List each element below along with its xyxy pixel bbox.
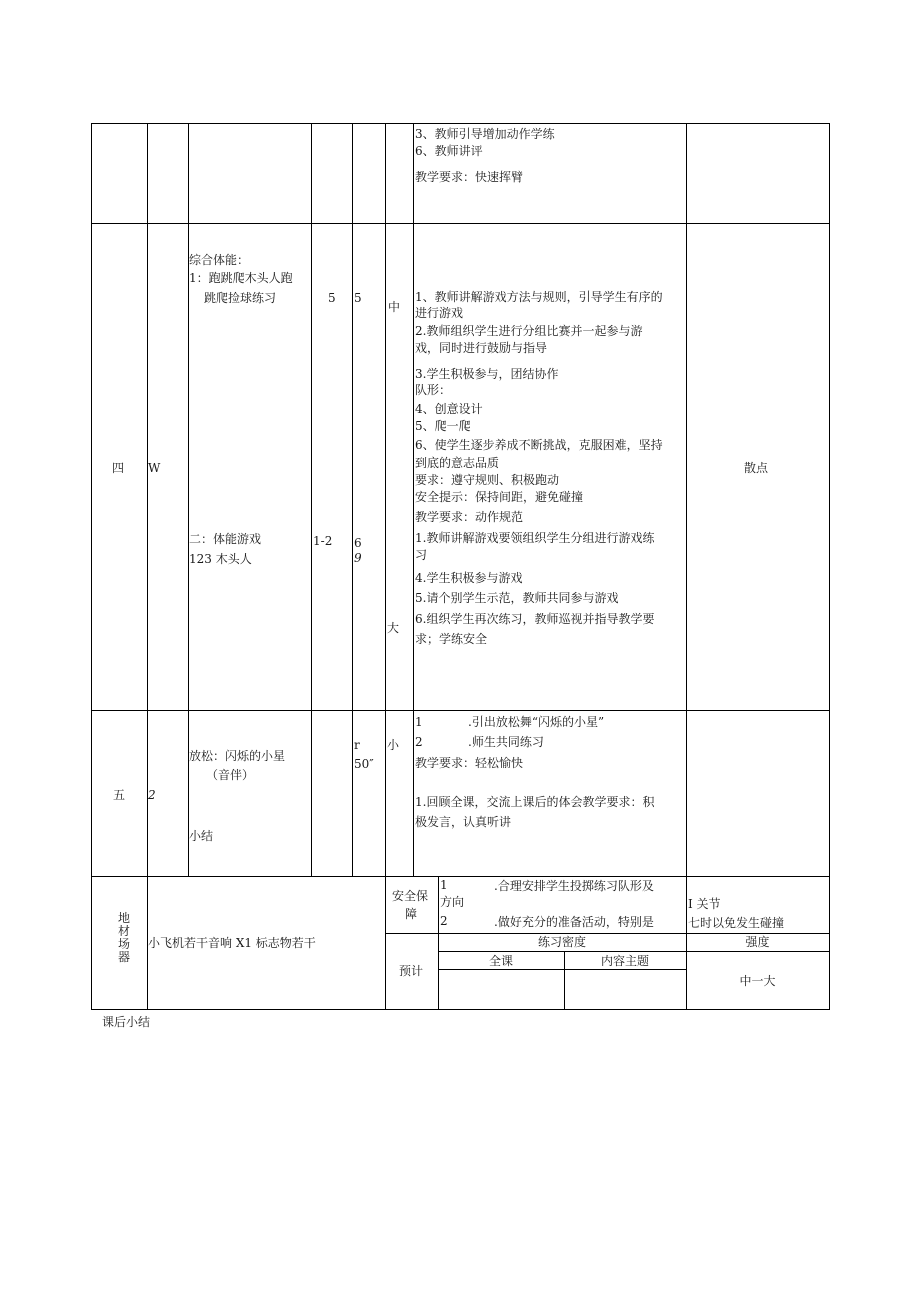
equipment-list: 小飞机若干音响 X1 标志物若干 bbox=[148, 936, 316, 950]
row4-method-line: 习 bbox=[415, 548, 428, 562]
row4-part2-title: 二：体能游戏 bbox=[189, 532, 262, 546]
topic-label: 内容主题 bbox=[600, 954, 649, 968]
venue-label-1: 地 bbox=[118, 911, 131, 925]
row5-content-c: 小结 bbox=[189, 829, 214, 843]
row4-method-line: 到底的意志品质 bbox=[415, 456, 500, 470]
safety-right-b: 七时以免发生碰撞 bbox=[688, 916, 785, 930]
row5-method-text: .引出放松舞“闪烁的小星” bbox=[468, 715, 605, 729]
whole-lesson-label: 全课 bbox=[488, 954, 513, 968]
row4-time: W bbox=[148, 461, 161, 475]
row4-part2-count: 1-2 bbox=[313, 534, 333, 548]
row5-req: 教学要求：轻松愉快 bbox=[415, 756, 524, 770]
row5-minutes-a: r bbox=[354, 738, 360, 752]
row4-part2-intensity: 大 bbox=[387, 621, 400, 635]
safety-right-a: I 关节 bbox=[688, 897, 721, 911]
row5-summary-a: 1.回顾全课，交流上课后的体会教学要求：积 bbox=[415, 795, 655, 809]
row4-method-line: 戏，同时进行鼓励与指导 bbox=[415, 341, 548, 355]
row4-part2-minutes-b: 9 bbox=[354, 551, 362, 565]
row4-method-line: 进行游戏 bbox=[415, 306, 464, 320]
row5-method-text: .师生共同练习 bbox=[468, 735, 544, 749]
row4-method-line: 安全提示：保持间距，避免碰撞 bbox=[415, 490, 584, 504]
row4-part1-count: 5 bbox=[328, 291, 336, 305]
row4-part2-minutes-a: 6 bbox=[354, 536, 362, 550]
safety-item-num: 1 bbox=[440, 878, 448, 892]
density-label: 练习密度 bbox=[537, 935, 586, 949]
row4-method-line: 4.学生积极参与游戏 bbox=[415, 571, 523, 585]
safety-item-text: .合理安排学生投掷练习队形及 bbox=[494, 879, 654, 893]
safety-item-cont: 方向 bbox=[440, 895, 465, 909]
row4-method-line: 6.组织学生再次练习，教师巡视并指导教学要 bbox=[415, 612, 655, 626]
intensity-value: 中一大 bbox=[739, 974, 776, 988]
after-class-summary: 课后小结 bbox=[102, 1015, 151, 1029]
row4-part1-item-b: 跳爬捡球练习 bbox=[204, 291, 277, 305]
row5-content-a: 放松：闪烁的小星 bbox=[189, 749, 286, 763]
row5-method-num: 2 bbox=[415, 735, 423, 749]
row5-intensity: 小 bbox=[387, 738, 400, 752]
row4-part1-title: 综合体能： bbox=[189, 253, 250, 267]
row4-part1-item-a: 1：跑跳爬木头人跑 bbox=[189, 271, 293, 285]
row4-part2-item: 123 木头人 bbox=[189, 552, 252, 566]
cont-line-3: 教学要求：快速挥臂 bbox=[415, 170, 524, 184]
row4-method-line: 6、使学生逐步养成不断挑战，克服困难，坚持 bbox=[415, 438, 663, 452]
row4-method-line: 3.学生积极参与，团结协作 bbox=[415, 367, 559, 381]
venue-label-4: 器 bbox=[118, 950, 131, 964]
row4-formation: 散点 bbox=[744, 461, 769, 475]
row4-method-line: 2.教师组织学生进行分组比赛并一起参与游 bbox=[415, 324, 643, 338]
row4-method-line: 要求：遵守规则、积极跑动 bbox=[415, 473, 560, 487]
row4-method-line: 教学要求：动作规范 bbox=[415, 510, 524, 524]
row4-method-line: 队形： bbox=[415, 383, 452, 397]
row4-method-line: 1、教师讲解游戏方法与规则，引导学生有序的 bbox=[415, 290, 663, 304]
safety-label-a: 安全保 bbox=[392, 889, 429, 903]
row5-minutes-b: 50″ bbox=[354, 757, 374, 771]
row5-summary-b: 极发言，认真听讲 bbox=[415, 815, 512, 829]
row5-seq: 五 bbox=[113, 788, 126, 802]
row4-part1-minutes: 5 bbox=[354, 291, 362, 305]
intensity-label: 强度 bbox=[745, 935, 770, 949]
row4-method-line: 5.请个别学生示范，教师共同参与游戏 bbox=[415, 591, 619, 605]
row4-method-line: 5、爬一爬 bbox=[415, 419, 471, 433]
forecast-label: 预计 bbox=[399, 964, 424, 978]
row4-method-line: 4、创意设计 bbox=[415, 402, 483, 416]
safety-item-text: .做好充分的准备活动，特别是 bbox=[494, 915, 654, 929]
safety-label-b: 障 bbox=[405, 907, 418, 921]
venue-label-3: 场 bbox=[118, 937, 131, 951]
cont-line-2: 6、教师讲评 bbox=[415, 144, 483, 158]
row4-method-line: 1.教师讲解游戏要领组织学生分组进行游戏练 bbox=[415, 531, 655, 545]
cont-line-1: 3、教师引导增加动作学练 bbox=[415, 127, 555, 141]
row4-seq: 四 bbox=[112, 461, 125, 475]
venue-label-2: 材 bbox=[118, 924, 131, 938]
row4-method-line: 求；学练安全 bbox=[415, 632, 488, 646]
row5-content-b: （音伴） bbox=[206, 768, 255, 782]
row5-time: 2 bbox=[148, 788, 156, 802]
safety-item-num: 2 bbox=[440, 914, 448, 928]
row5-method-num: 1 bbox=[415, 715, 423, 729]
row4-part1-intensity: 中 bbox=[388, 300, 401, 314]
